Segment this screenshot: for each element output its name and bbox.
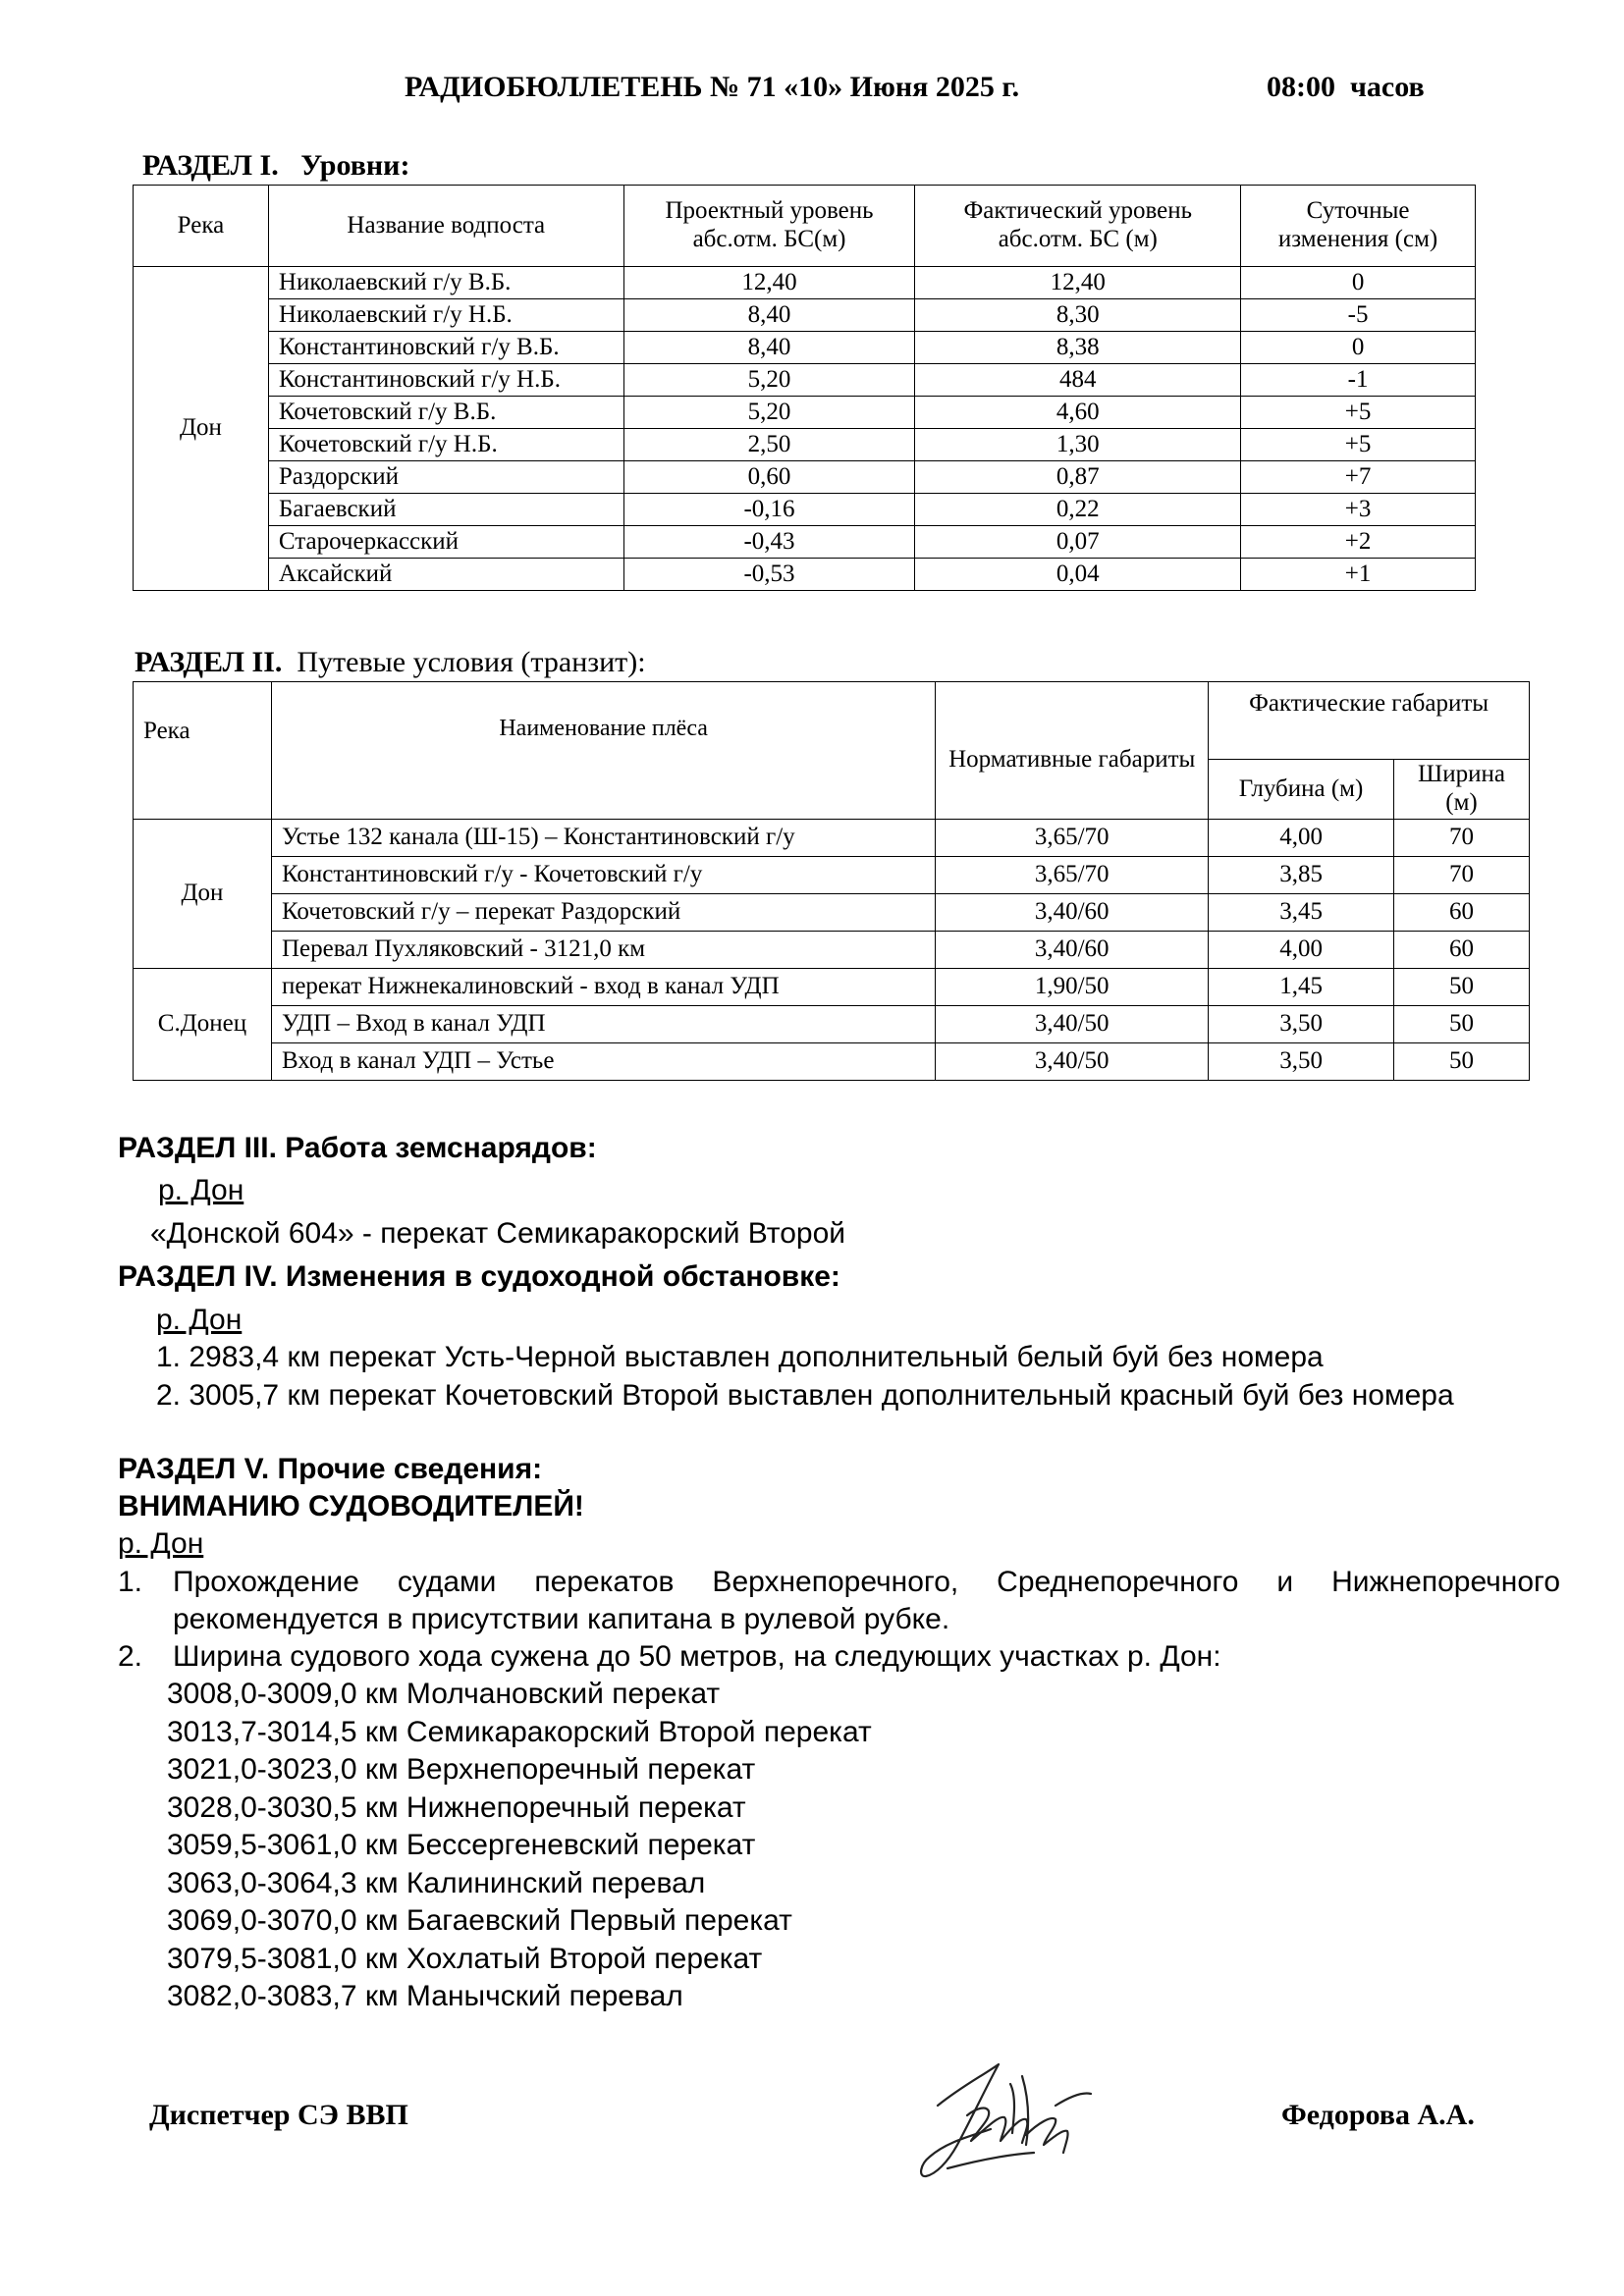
station-name: Константиновский г/у В.Б. xyxy=(268,332,623,364)
norm-dimensions: 3,40/50 xyxy=(936,1043,1209,1081)
section2-title-text: Путевые условия (транзит): xyxy=(297,646,646,678)
table-row xyxy=(134,857,1530,894)
levels-header-station: Название водпоста xyxy=(268,186,623,267)
daily-change: +5 xyxy=(1241,397,1476,429)
table-row xyxy=(134,820,1530,857)
table-row xyxy=(134,969,1530,1006)
levels-header-change: Суточные изменения (см) xyxy=(1241,186,1476,267)
transit-header-actual: Фактические габариты xyxy=(1209,682,1530,760)
section2-title-number: РАЗДЕЛ II. xyxy=(135,646,283,678)
table-row xyxy=(134,332,1476,364)
section4-title: РАЗДЕЛ IV. Изменения в судоходной обстановке: xyxy=(118,1260,840,1293)
station-name: Николаевский г/у В.Б. xyxy=(268,267,623,299)
actual-depth: 3,50 xyxy=(1209,1006,1394,1043)
levels-header-project: Проектный уровень абс.отм. БС(м) xyxy=(623,186,915,267)
segment-item: 3082,0-3083,7 км Манычский перевал xyxy=(167,1980,683,2012)
project-level: 8,40 xyxy=(623,332,915,364)
stretch-name: Вход в канал УДП – Устье xyxy=(271,1043,935,1081)
actual-level: 0,04 xyxy=(915,559,1241,591)
section1-title xyxy=(142,149,409,183)
actual-width: 70 xyxy=(1394,857,1530,894)
daily-change: 0 xyxy=(1241,332,1476,364)
project-level: 12,40 xyxy=(623,267,915,299)
stretch-name: Перевал Пухляковский - 3121,0 км xyxy=(271,932,935,969)
section4-item-2: 2. 3005,7 км перекат Кочетовский Второй выставлен дополнительный красный буй без номера xyxy=(156,1379,1454,1412)
stretch-name: Константиновский г/у - Кочетовский г/у xyxy=(271,857,935,894)
transit-river-donets: С.Донец xyxy=(134,969,272,1081)
segment-item: 3069,0-3070,0 км Багаевский Первый перекат xyxy=(167,1904,792,1937)
actual-level: 0,07 xyxy=(915,526,1241,559)
dispatcher-role: Диспетчер СЭ ВВП xyxy=(149,2099,408,2131)
transit-header-depth: Глубина (м) xyxy=(1209,760,1394,820)
actual-level: 12,40 xyxy=(915,267,1241,299)
project-level: 5,20 xyxy=(623,364,915,397)
actual-level: 8,38 xyxy=(915,332,1241,364)
transit-header-stretch: Наименование плёса xyxy=(271,682,935,820)
actual-depth: 4,00 xyxy=(1209,932,1394,969)
station-name: Старочеркасский xyxy=(268,526,623,559)
levels-table xyxy=(133,185,1476,591)
section1-title-number: РАЗДЕЛ I. xyxy=(142,149,279,182)
segment-item: 3063,0-3064,3 км Калининский перевал xyxy=(167,1867,706,1899)
actual-depth: 4,00 xyxy=(1209,820,1394,857)
handwritten-signature xyxy=(908,2047,1105,2194)
project-level: -0,53 xyxy=(623,559,915,591)
stretch-name: перекат Нижнекалиновский - вход в канал УДП xyxy=(271,969,935,1006)
station-name: Багаевский xyxy=(268,494,623,526)
actual-width: 50 xyxy=(1394,969,1530,1006)
levels-header-actual: Фактический уровень абс.отм. БС (м) xyxy=(915,186,1241,267)
section5-item1-line2: рекомендуется в присутствии капитана в рулевой рубке. xyxy=(173,1603,950,1635)
station-name: Николаевский г/у Н.Б. xyxy=(268,299,623,332)
daily-change: +3 xyxy=(1241,494,1476,526)
stretch-name: Устье 132 канала (Ш-15) – Константиновский г/у xyxy=(271,820,935,857)
transit-table xyxy=(133,681,1530,1081)
section5-item2-text: Ширина судового хода сужена до 50 метров, на следующих участках р. Дон: xyxy=(173,1640,1221,1673)
section4-item-1: 1. 2983,4 км перекат Усть-Черной выставлен дополнительный белый буй без номера xyxy=(156,1341,1324,1373)
table-row xyxy=(134,461,1476,494)
levels-table-header xyxy=(134,186,1476,267)
table-row xyxy=(134,267,1476,299)
section5-item2-number: 2. xyxy=(118,1640,143,1673)
station-name: Аксайский xyxy=(268,559,623,591)
daily-change: +5 xyxy=(1241,429,1476,461)
actual-level: 4,60 xyxy=(915,397,1241,429)
section3-river: р. Дон xyxy=(158,1174,244,1206)
table-row xyxy=(134,397,1476,429)
table-row xyxy=(134,932,1530,969)
norm-dimensions: 3,40/60 xyxy=(936,932,1209,969)
section5-attention: ВНИМАНИЮ СУДОВОДИТЕЛЕЙ! xyxy=(118,1490,584,1522)
daily-change: -1 xyxy=(1241,364,1476,397)
section3-title: РАЗДЕЛ III. Работа земснарядов: xyxy=(118,1132,597,1164)
bulletin-time: 08:00 часов xyxy=(1267,71,1425,103)
norm-dimensions: 3,65/70 xyxy=(936,820,1209,857)
bulletin-title: РАДИОБЮЛЛЕТЕНЬ № 71 «10» Июня 2025 г. xyxy=(405,71,1020,103)
actual-width: 50 xyxy=(1394,1043,1530,1081)
section5-item1-number: 1. xyxy=(118,1566,143,1598)
section5-item1-line1: Прохождение судами перекатов Верхнепоречного, Среднепоречного и Нижнепоречного xyxy=(173,1566,1560,1598)
actual-depth: 1,45 xyxy=(1209,969,1394,1006)
stretch-name: Кочетовский г/у – перекат Раздорский xyxy=(271,894,935,932)
actual-depth: 3,50 xyxy=(1209,1043,1394,1081)
segment-item: 3079,5-3081,0 км Хохлатый Второй перекат xyxy=(167,1943,763,1975)
section5-river: р. Дон xyxy=(118,1527,204,1560)
levels-river-cell: Дон xyxy=(134,267,269,591)
segment-item: 3059,5-3061,0 км Бессергеневский перекат xyxy=(167,1829,756,1861)
project-level: 0,60 xyxy=(623,461,915,494)
transit-header-row-1 xyxy=(134,682,1530,760)
transit-river-don: Дон xyxy=(134,820,272,969)
daily-change: +1 xyxy=(1241,559,1476,591)
actual-depth: 3,85 xyxy=(1209,857,1394,894)
daily-change: 0 xyxy=(1241,267,1476,299)
table-row xyxy=(134,299,1476,332)
segment-item: 3021,0-3023,0 км Верхнепоречный перекат xyxy=(167,1753,756,1786)
project-level: 2,50 xyxy=(623,429,915,461)
segment-item: 3008,0-3009,0 км Молчановский перекат xyxy=(167,1678,721,1710)
transit-header-river: Река xyxy=(134,682,272,820)
station-name: Кочетовский г/у Н.Б. xyxy=(268,429,623,461)
transit-header-norm: Нормативные габариты xyxy=(936,682,1209,820)
norm-dimensions: 3,40/50 xyxy=(936,1006,1209,1043)
project-level: -0,16 xyxy=(623,494,915,526)
project-level: 8,40 xyxy=(623,299,915,332)
actual-level: 1,30 xyxy=(915,429,1241,461)
daily-change: +7 xyxy=(1241,461,1476,494)
segment-item: 3013,7-3014,5 км Семикаракорский Второй перекат xyxy=(167,1716,872,1748)
table-row xyxy=(134,894,1530,932)
project-level: 5,20 xyxy=(623,397,915,429)
section1-title-text: Уровни: xyxy=(300,149,410,182)
section2-title xyxy=(135,646,646,679)
project-level: -0,43 xyxy=(623,526,915,559)
section4-river: р. Дон xyxy=(156,1304,243,1336)
actual-width: 50 xyxy=(1394,1006,1530,1043)
table-row xyxy=(134,559,1476,591)
table-row xyxy=(134,364,1476,397)
norm-dimensions: 3,40/60 xyxy=(936,894,1209,932)
daily-change: +2 xyxy=(1241,526,1476,559)
section5-title: РАЗДЕЛ V. Прочие сведения: xyxy=(118,1453,543,1485)
actual-width: 70 xyxy=(1394,820,1530,857)
dispatcher-name: Федорова А.А. xyxy=(1281,2099,1475,2131)
actual-width: 60 xyxy=(1394,932,1530,969)
table-row xyxy=(134,494,1476,526)
actual-level: 0,87 xyxy=(915,461,1241,494)
station-name: Раздорский xyxy=(268,461,623,494)
section3-item: «Донской 604» - перекат Семикаракорский Второй xyxy=(150,1217,846,1250)
transit-header-width: Ширина (м) xyxy=(1394,760,1530,820)
levels-header-river: Река xyxy=(134,186,269,267)
daily-change: -5 xyxy=(1241,299,1476,332)
actual-width: 60 xyxy=(1394,894,1530,932)
segment-item: 3028,0-3030,5 км Нижнепоречный перекат xyxy=(167,1791,746,1824)
table-row xyxy=(134,1043,1530,1081)
table-row xyxy=(134,526,1476,559)
table-row xyxy=(134,429,1476,461)
station-name: Кочетовский г/у В.Б. xyxy=(268,397,623,429)
actual-level: 484 xyxy=(915,364,1241,397)
actual-depth: 3,45 xyxy=(1209,894,1394,932)
table-row xyxy=(134,1006,1530,1043)
stretch-name: УДП – Вход в канал УДП xyxy=(271,1006,935,1043)
norm-dimensions: 1,90/50 xyxy=(936,969,1209,1006)
actual-level: 8,30 xyxy=(915,299,1241,332)
station-name: Константиновский г/у Н.Б. xyxy=(268,364,623,397)
norm-dimensions: 3,65/70 xyxy=(936,857,1209,894)
actual-level: 0,22 xyxy=(915,494,1241,526)
